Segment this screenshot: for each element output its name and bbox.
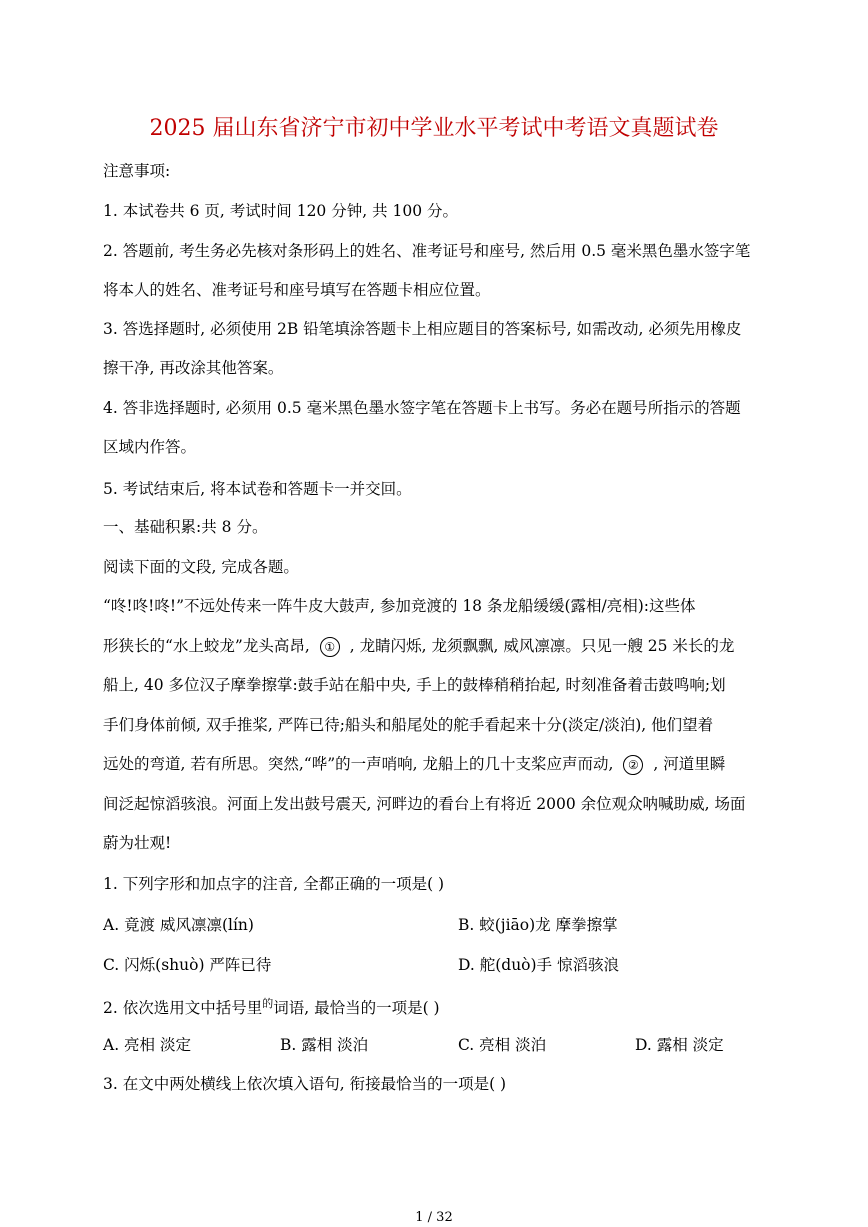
- page-number: 1 / 32: [415, 1210, 453, 1225]
- answer-option: D. 舵(duò)手 惊滔骇浪: [458, 956, 619, 974]
- passage-text: , 河道里瞬: [653, 755, 726, 773]
- reading-instruction: 阅读下面的文段, 完成各题。: [103, 558, 299, 576]
- notice-line: 将本人的姓名、准考证号和座号填写在答题卡相应位置。: [103, 281, 491, 299]
- question-stem: 3. 在文中两处横线上依次填入语句, 衔接最恰当的一项是( ): [103, 1075, 507, 1093]
- blank-marker: ②: [623, 755, 643, 775]
- stem-superscript: 的: [262, 997, 274, 1010]
- passage-line: 手们身体前倾, 双手推桨, 严阵已待;船头和船尾处的舵手看起来十分(淡定/淡泊), 他们望着: [103, 716, 714, 734]
- notice-line: 擦干净, 再改涂其他答案。: [103, 359, 284, 377]
- notice-line: 5. 考试结束后, 将本试卷和答题卡一并交回。: [103, 480, 412, 498]
- passage-line: “咚!咚!咚!”不远处传来一阵牛皮大鼓声, 参加竞渡的 18 条龙船缓缓(露相/亮相):这些体: [103, 597, 696, 615]
- passage-line: 船上, 40 多位汉子摩拳擦掌:鼓手站在船中央, 手上的鼓棒稍稍抬起, 时刻准备着击鼓鸣响;划: [103, 676, 726, 694]
- section-heading: 一、基础积累:共 8 分。: [103, 518, 268, 536]
- passage-line: 蔚为壮观!: [103, 834, 172, 852]
- stem-text: 2. 依次选用文中括号里: [103, 999, 263, 1017]
- notice-line: 3. 答选择题时, 必须使用 2B 铅笔填涂答题卡上相应题目的答案标号, 如需改动, 必须先用橡皮: [103, 320, 742, 338]
- passage-text: 形狭长的“水上蛟龙”龙头高昂,: [103, 637, 310, 655]
- stem-text: 词语, 最恰当的一项是( ): [273, 999, 440, 1017]
- answer-option: C. 亮相 淡泊: [458, 1036, 547, 1054]
- notice-line: 2. 答题前, 考生务必先核对条形码上的姓名、准考证号和座号, 然后用 0.5 毫米黑色墨水签字笔: [103, 242, 751, 260]
- notice-line: 1. 本试卷共 6 页, 考试时间 120 分钟, 共 100 分。: [103, 202, 459, 220]
- answer-option: C. 闪烁(shuò) 严阵已待: [103, 956, 272, 974]
- passage-text: , 龙睛闪烁, 龙须飘飘, 威风凛凛。只见一艘 25 米长的龙: [349, 637, 735, 655]
- answer-option: A. 亮相 淡定: [103, 1036, 191, 1054]
- answer-option: A. 竟渡 威风凛凛(lín): [103, 916, 254, 934]
- passage-line: [103, 753, 773, 775]
- question-stem: [103, 993, 773, 1019]
- passage-line: 间泛起惊滔骇浪。河面上发出鼓号震天, 河畔边的看台上有将近 2000 余位观众呐喊助威, 场面: [103, 795, 746, 813]
- notice-line: 区域内作答。: [103, 438, 197, 456]
- answer-option: B. 蛟(jiāo)龙 摩拳擦掌: [458, 916, 618, 934]
- answer-option: B. 露相 淡泊: [280, 1036, 369, 1054]
- notice-heading: 注意事项:: [103, 162, 171, 180]
- passage-line: [103, 635, 773, 657]
- passage-text: 远处的弯道, 若有所思。突然,“哗”的一声哨响, 龙船上的几十支桨应声而动,: [103, 755, 614, 773]
- page-title: 2025 届山东省济宁市初中学业水平考试中考语文真题试卷: [149, 116, 719, 141]
- blank-marker: ①: [320, 637, 340, 657]
- answer-option: D. 露相 淡定: [635, 1036, 724, 1054]
- question-stem: 1. 下列字形和加点字的注音, 全都正确的一项是( ): [103, 875, 445, 893]
- notice-line: 4. 答非选择题时, 必须用 0.5 毫米黑色墨水签字笔在答题卡上书写。务必在题号所指示的答题: [103, 399, 741, 417]
